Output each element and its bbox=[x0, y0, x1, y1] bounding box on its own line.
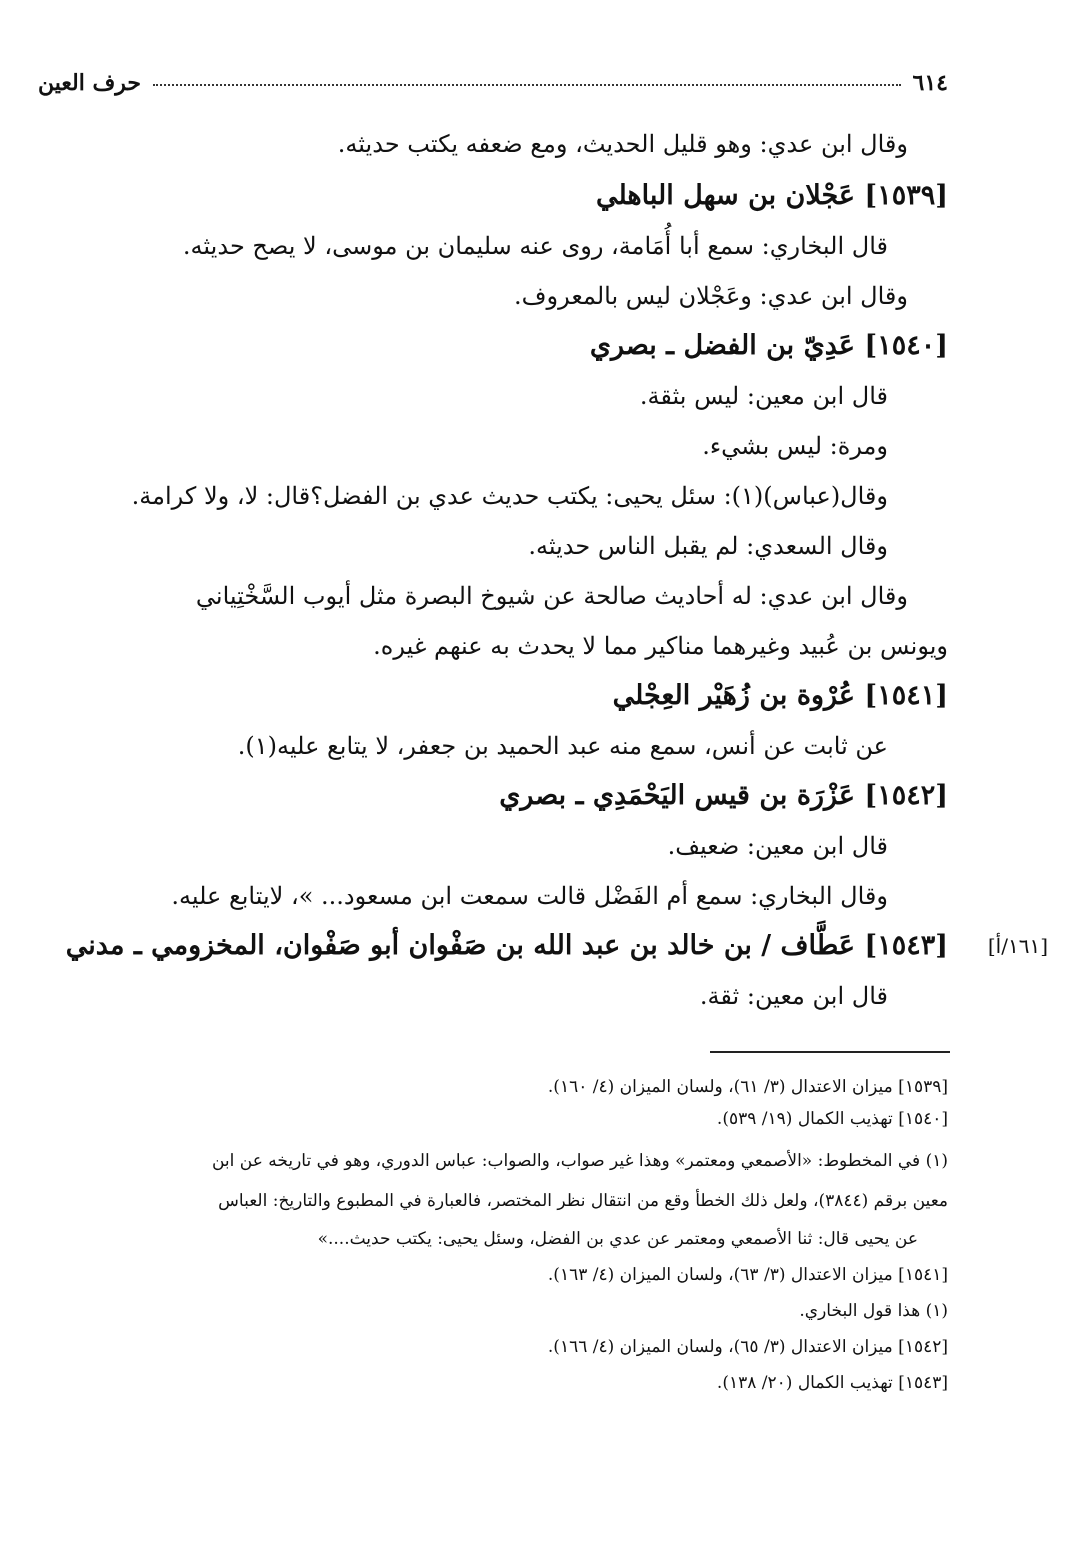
body-line: عن ثابت عن أنس، سمع منه عبد الحميد بن جعفر، لا يتابع عليه(١). bbox=[237, 732, 888, 760]
body-line: وقال السعدي: لم يقبل الناس حديثه. bbox=[528, 532, 888, 560]
body-line: قال ابن معين: ثقة. bbox=[699, 982, 888, 1010]
entry-heading: [١٥٤٣] عَطَّاف / بن خالد بن عبد الله بن صَفْوان أبو صَفْوان، المخزومي ـ مدني bbox=[65, 930, 948, 961]
page-number: ٦١٤ bbox=[912, 70, 948, 96]
footnote-line: [١٥٤٠] تهذيب الكمال (١٩/ ٥٣٩). bbox=[716, 1109, 948, 1129]
footnote-separator bbox=[710, 1051, 950, 1053]
body-line: وقال ابن عدي: وعَجْلان ليس بالمعروف. bbox=[514, 282, 908, 310]
body-line: قال ابن معين: ضعيف. bbox=[667, 832, 888, 860]
header-rule bbox=[153, 84, 901, 86]
footnote-line: [١٥٤١] ميزان الاعتدال (٣/ ٦٣)، ولسان الميزان (٤/ ١٦٣). bbox=[547, 1265, 948, 1285]
body-line: ويونس بن عُبيد وغيرهما مناكير مما لا يحدث به عنهم غيره. bbox=[373, 632, 948, 660]
footnote-line: [١٥٤٣] تهذيب الكمال (٢٠/ ١٣٨). bbox=[716, 1373, 948, 1393]
body-line: وقال البخاري: سمع أم الفَضْل قالت سمعت ابن مسعود... »، لايتابع عليه. bbox=[171, 882, 888, 910]
footnote-line: (١) في المخطوط: «الأصمعي ومعتمر» وهذا غير صواب، والصواب: عباس الدوري، وهو في تاريخه عن ابن bbox=[211, 1151, 948, 1171]
footnote-line: معين برقم (٣٨٤٤)، ولعل ذلك الخطأ وقع من انتقال نظر المختصر، فالعبارة في المطبوع والتاريخ: العباس bbox=[218, 1191, 948, 1211]
body-line: وقال(عباس)(١): سئل يحيى: يكتب حديث عدي بن الفضل؟قال: لا، ولا كرامة. bbox=[131, 482, 888, 510]
page-header bbox=[38, 66, 948, 100]
entry-heading: [١٥٤٢] عَزْرَة بن قيس اليَحْمَدِي ـ بصري bbox=[499, 780, 948, 811]
footnote-line: [١٥٣٩] ميزان الاعتدال (٣/ ٦١)، ولسان الميزان (٤/ ١٦٠). bbox=[547, 1077, 948, 1097]
body-line: قال ابن معين: ليس بثقة. bbox=[639, 382, 888, 410]
margin-reference: [١٦١/أ] bbox=[987, 934, 1048, 958]
chapter-title: حرف العين bbox=[38, 70, 142, 96]
footnote-line: (١) هذا قول البخاري. bbox=[799, 1301, 948, 1321]
body-line: وقال ابن عدي: وهو قليل الحديث، ومع ضعفه يكتب حديثه. bbox=[337, 130, 908, 158]
footnote-line: عن يحيى قال: ثنا الأصمعي ومعتمر عن عدي بن الفضل، وسئل يحيى: يكتب حديث....» bbox=[317, 1229, 918, 1249]
entry-heading: [١٥٤٠] عَدِيّ بن الفضل ـ بصري bbox=[589, 330, 948, 361]
entry-heading: [١٥٤١] عُرْوة بن زُهَيْر العِجْلي bbox=[612, 680, 948, 711]
entry-heading: [١٥٣٩] عَجْلان بن سهل الباهلي bbox=[595, 180, 948, 211]
body-line: قال البخاري: سمع أبا أُمَامة، روى عنه سليمان بن موسى، لا يصح حديثه. bbox=[182, 232, 888, 260]
footnote-line: [١٥٤٢] ميزان الاعتدال (٣/ ٦٥)، ولسان الميزان (٤/ ١٦٦). bbox=[547, 1337, 948, 1357]
body-line: وقال ابن عدي: له أحاديث صالحة عن شيوخ البصرة مثل أيوب السَّخْتِياني bbox=[195, 582, 908, 610]
body-line: ومرة: ليس بشيء. bbox=[702, 432, 888, 460]
